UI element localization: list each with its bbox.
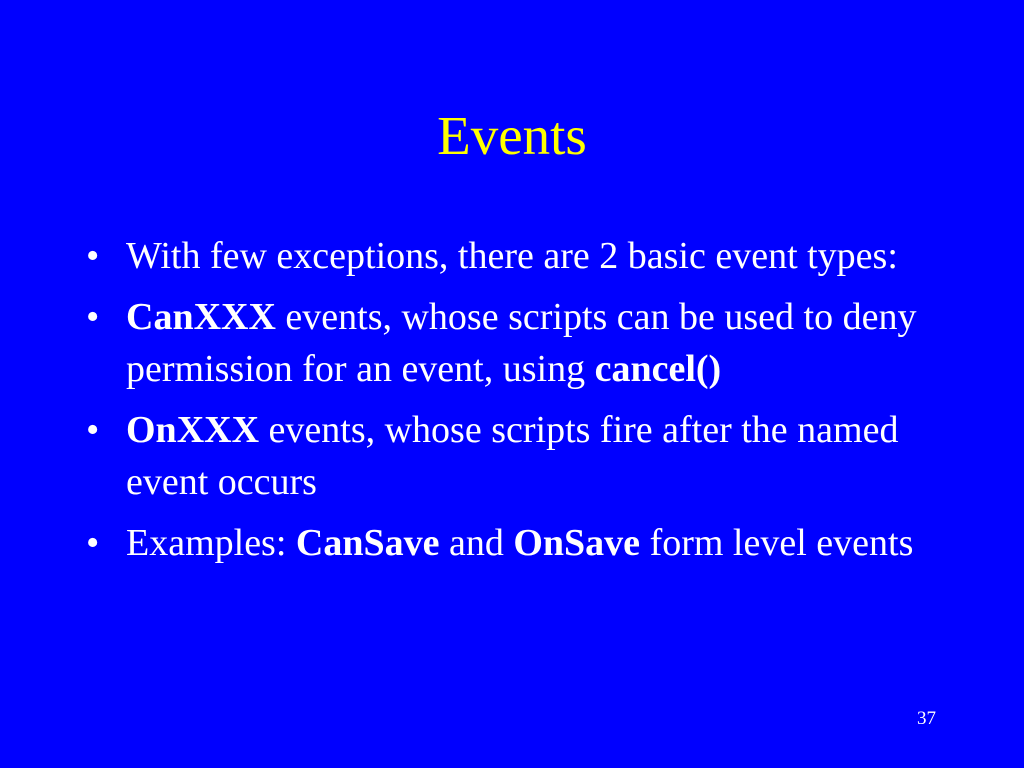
bullet-dot-icon: • xyxy=(86,409,100,451)
bullet-text: form level events xyxy=(640,522,914,564)
bullet-item xyxy=(86,404,956,508)
bullet-text: and xyxy=(439,522,514,564)
bullet-bold-term: OnSave xyxy=(513,522,641,564)
bullet-item xyxy=(86,230,956,282)
bullet-bold-term: OnXXX xyxy=(126,409,260,451)
bullet-bold-term: cancel() xyxy=(594,348,722,390)
bullet-dot-icon: • xyxy=(86,296,100,338)
slide-title: Events xyxy=(437,105,587,166)
bullet-dot-icon: • xyxy=(86,522,100,564)
bullet-bold-term: CanSave xyxy=(295,522,440,564)
bullet-item xyxy=(86,517,956,569)
bullet-text: Examples: xyxy=(126,522,296,564)
bullet-dot-icon: • xyxy=(86,235,100,277)
bullet-bold-term: CanXXX xyxy=(126,296,276,338)
bullet-text: With few exceptions, there are 2 basic event types: xyxy=(126,235,898,277)
page-number: 37 xyxy=(917,708,936,729)
bullet-text: events, whose scripts fire after the named event occurs xyxy=(126,409,899,503)
bullet-item xyxy=(86,291,956,395)
bullet-list xyxy=(86,230,956,578)
bullet-text: events, whose scripts can be used to deny permission for an event, using xyxy=(126,296,917,390)
